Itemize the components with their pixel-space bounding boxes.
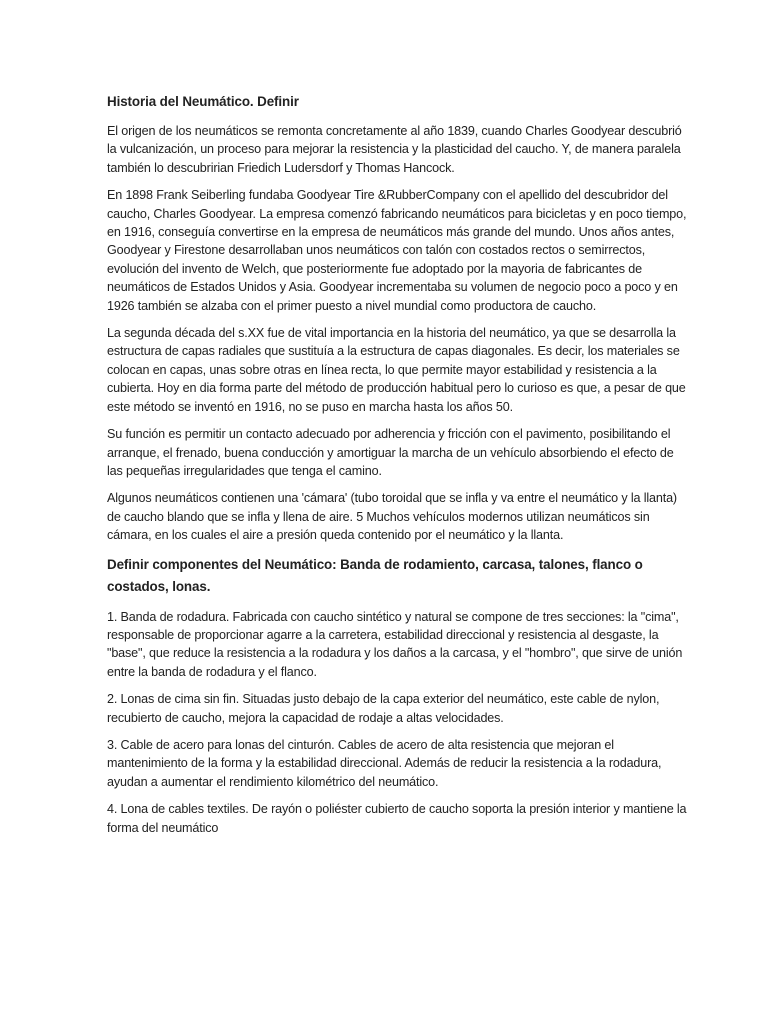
paragraph-tube: Algunos neumáticos contienen una 'cámara' (tubo toroidal que se infla y va entre el neumático y la llanta) de caucho blando que se infla y llena de aire. 5 Muchos vehículos modernos utilizan neumáticos sin cámara, en los cuales el aire a presión queda contenido por el neumático y la llanta. [107, 491, 677, 543]
component-item-tread: 1. Banda de rodadura. Fabricada con caucho sintético y natural se compone de tres secciones: la "cima", responsable de proporcionar agarre a la carretera, estabilidad direccional y resistencia al desgaste, la "base", que reduce la resistencia a la rodadura y los daños a la carcasa, y el "hombro", que sirve de unión entre la banda de rodadura y el flanco. [107, 609, 683, 679]
component-item-textile-ply: 4. Lona de cables textiles. De rayón o poliéster cubierto de caucho soporta la presión interior y mantiene la forma del neumático [107, 802, 687, 835]
components-heading: Definir componentes del Neumático: Banda de rodamiento, carcasa, talones, flanco o costados, lonas. [107, 556, 643, 594]
component-item-nylon-plies: 2. Lonas de cima sin fin. Situadas justo debajo de la capa exterior del neumático, este cable de nylon, recubierto de caucho, mejora la capacidad de rodaje a altas velocidades. [107, 692, 660, 725]
paragraph-origin: El origen de los neumáticos se remonta concretamente al año 1839, cuando Charles Goodyear descubrió la vulcanización, un proceso para mejorar la resistencia y la plasticidad del caucho. Y, de manera paralela también lo descubririan Friedich Ludersdorf y Thomas Hancock. [107, 124, 682, 175]
document-title: Historia del Neumático. Definir [107, 94, 299, 109]
paragraph-radial-structure: La segunda década del s.XX fue de vital importancia en la historia del neumático, ya que se desarrolla la estructura de capas radiales que sustituía a la estructura de capas diagonales. Es decir, los materiales se colocan en capas, unas sobre otras en línea recta, lo que permite mayor estabilidad y resistencia a la cubierta. Hoy en dia forma parte del método de producción habitual pero lo curioso es que, a pesar de que este método se inventó en 1916, no se puso en marcha hasta los años 50. [107, 326, 686, 414]
paragraph-goodyear: En 1898 Frank Seiberling fundaba Goodyear Tire &RubberCompany con el apellido del descubridor del caucho, Charles Goodyear. La empresa comenzó fabricando neumáticos para bicicletas y en poco tiempo, en 1916, conseguía convertirse en la empresa de neumáticos más grande del mundo. Unos años antes, Goodyear y Firestone desarrollaban unos neumáticos con talón con costados rectos o semirrectos, evolución del invento de Welch, que posteriormente fue adoptado por la mayoria de fabricantes de neumáticos de Estados Unidos y Asia. Goodyear incrementaba su volumen de negocio poco a poco y en 1926 también se alzaba con el primer puesto a nivel mundial como productora de caucho. [107, 188, 687, 313]
paragraph-function: Su función es permitir un contacto adecuado por adherencia y fricción con el pavimento, posibilitando el arranque, el frenado, buena conducción y amortiguar la marcha de un vehículo absorbiendo el efecto de las pequeñas irregularidades que tenga el camino. [107, 427, 674, 478]
component-item-steel-belt: 3. Cable de acero para lonas del cinturón. Cables de acero de alta resistencia que mejoran el mantenimiento de la forma y la estabilidad direccional. Además de reducir la resistencia a la rodadura, ayudan a aumentar el rendimiento kilométrico del neumático. [107, 737, 662, 789]
